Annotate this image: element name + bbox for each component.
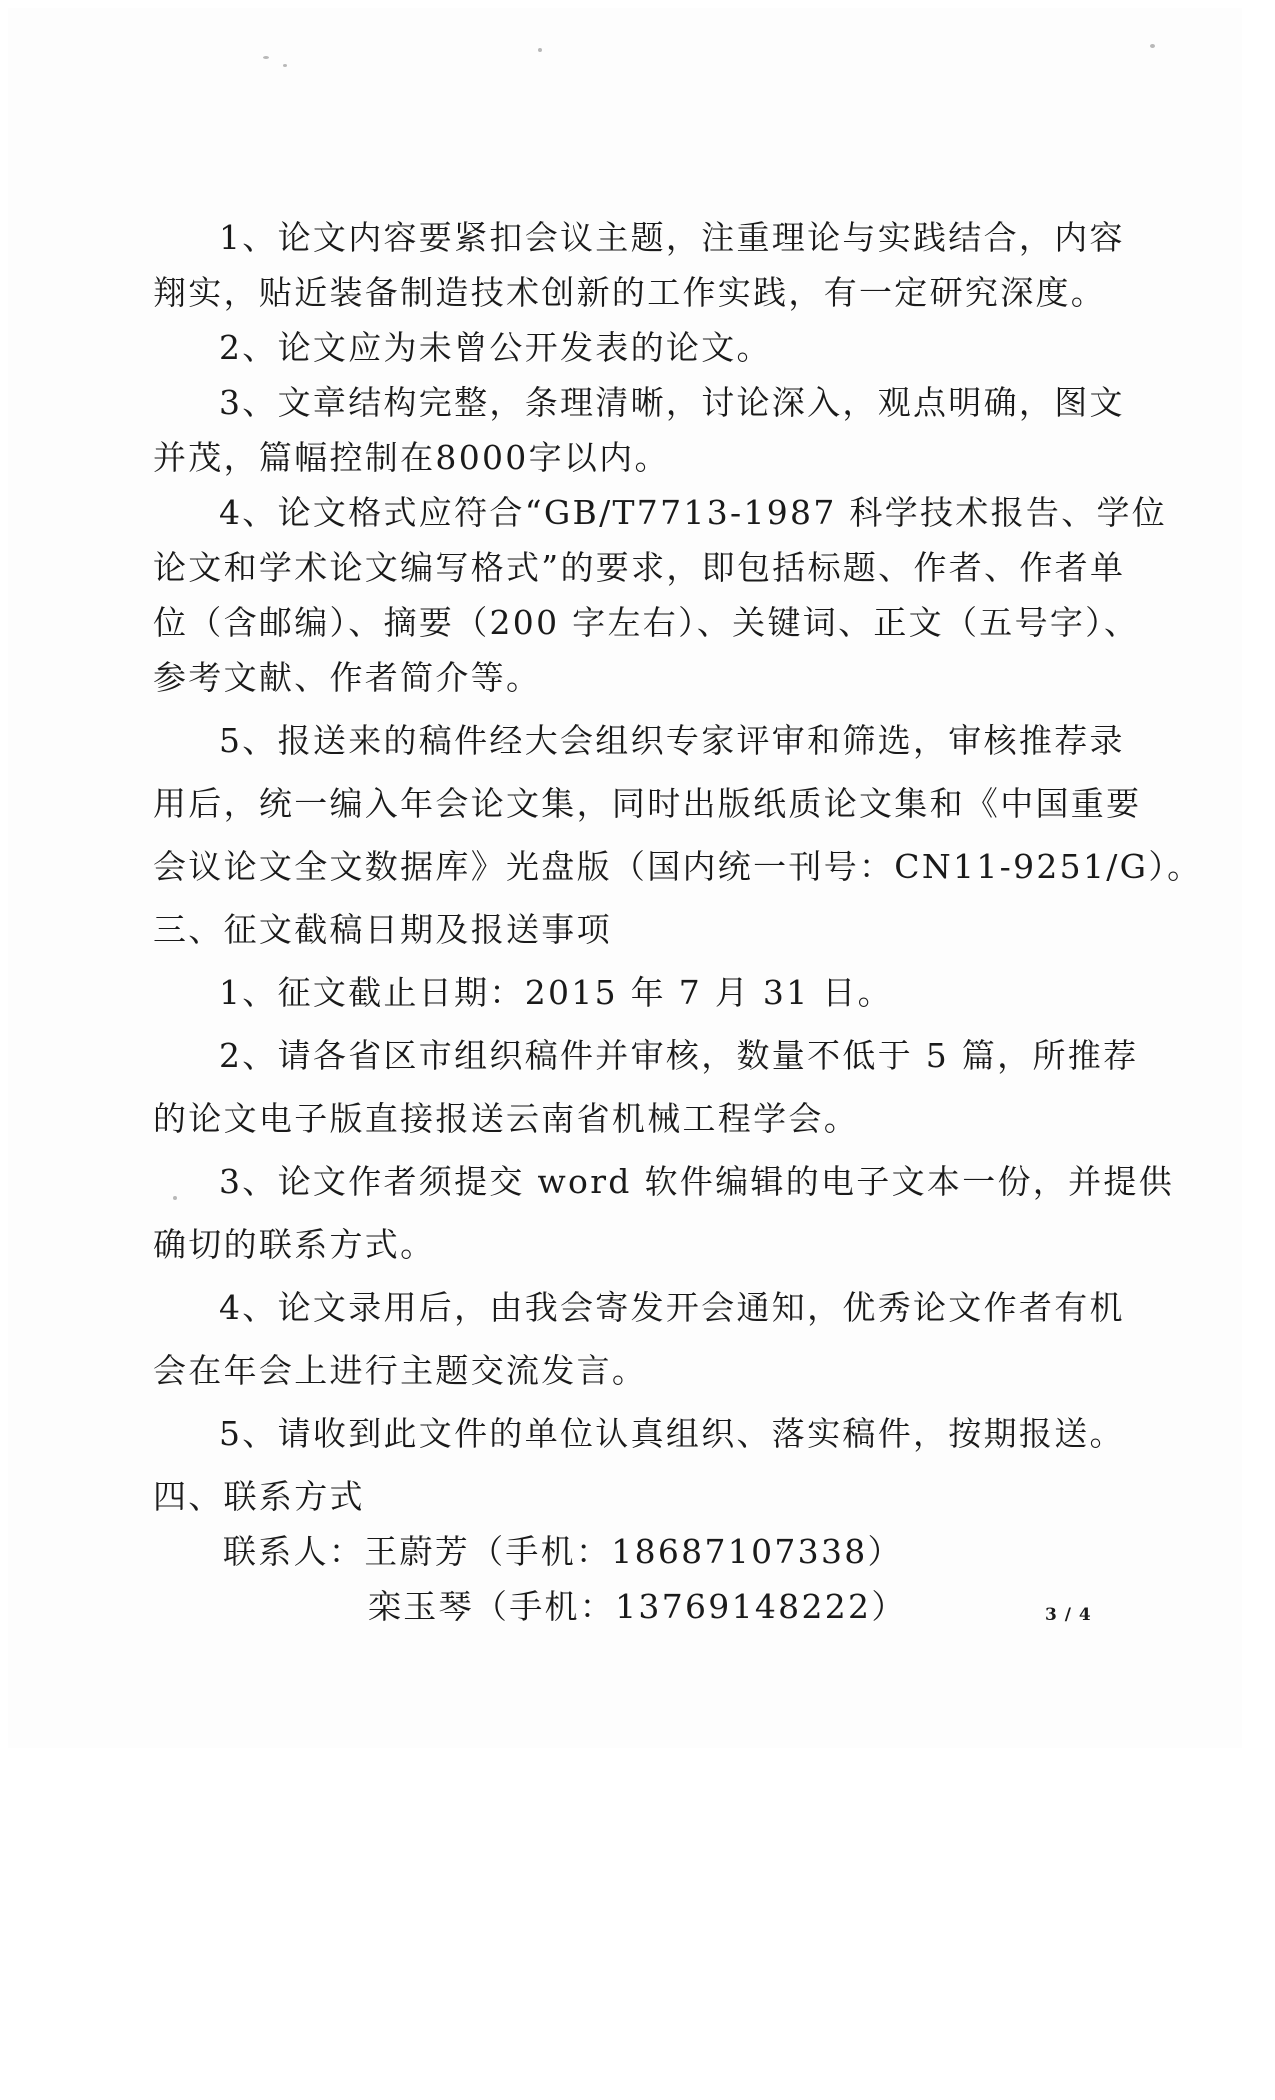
- paragraph-line: 1、征文截止日期：2015 年 7 月 31 日。: [219, 973, 893, 1012]
- paragraph-line: 3、论文作者须提交 word 软件编辑的电子文本一份，并提供: [219, 1162, 1174, 1201]
- paragraph-line: 论文和学术论文编写格式”的要求，即包括标题、作者、作者单: [153, 548, 1126, 587]
- scan-speck: [263, 56, 269, 59]
- paragraph-line: 参考文献、作者简介等。: [153, 658, 542, 697]
- paragraph-line: 的论文电子版直接报送云南省机械工程学会。: [153, 1099, 859, 1138]
- page-number: 3 / 4: [1045, 1605, 1092, 1625]
- section-heading: 三、征文截稿日期及报送事项: [153, 910, 612, 949]
- paragraph-line: 4、论文格式应符合“GB/T7713-1987 科学技术报告、学位: [219, 493, 1168, 532]
- paragraph-line: 用后，统一编入年会论文集，同时出版纸质论文集和《中国重要: [153, 784, 1142, 823]
- paragraph-line: 5、请收到此文件的单位认真组织、落实稿件，按期报送。: [219, 1414, 1125, 1453]
- paragraph-line: 2、论文应为未曾公开发表的论文。: [219, 328, 772, 367]
- scan-speck: [538, 48, 542, 52]
- paragraph-line: 会议论文全文数据库》光盘版（国内统一刊号：CN11-9251/G）。: [153, 847, 1203, 886]
- paragraph-line: 位（含邮编）、摘要（200 字左右）、关键词、正文（五号字）、: [153, 603, 1140, 642]
- contact-line: 栾玉琴（手机：13769148222）: [368, 1587, 907, 1626]
- paragraph-line: 1、论文内容要紧扣会议主题，注重理论与实践结合，内容: [219, 218, 1125, 257]
- paragraph-line: 翔实，贴近装备制造技术创新的工作实践，有一定研究深度。: [153, 273, 1107, 312]
- paragraph-line: 4、论文录用后，由我会寄发开会通知，优秀论文作者有机: [219, 1288, 1125, 1327]
- paragraph-line: 会在年会上进行主题交流发言。: [153, 1351, 648, 1390]
- document-body: [153, 210, 1203, 1634]
- paragraph-line: 确切的联系方式。: [153, 1225, 436, 1264]
- paragraph-line: 3、文章结构完整，条理清晰，讨论深入，观点明确，图文: [219, 383, 1125, 422]
- scan-speck: [283, 64, 287, 67]
- paragraph-line: 并茂，篇幅控制在8000字以内。: [153, 438, 670, 477]
- section-heading: 四、联系方式: [153, 1477, 365, 1516]
- contact-line: 联系人：王蔚芳（手机：18687107338）: [223, 1532, 903, 1571]
- paragraph-line: 5、报送来的稿件经大会组织专家评审和筛选，审核推荐录: [219, 721, 1125, 760]
- scan-speck: [1150, 44, 1155, 48]
- paragraph-line: 2、请各省区市组织稿件并审核，数量不低于 5 篇，所推荐: [219, 1036, 1139, 1075]
